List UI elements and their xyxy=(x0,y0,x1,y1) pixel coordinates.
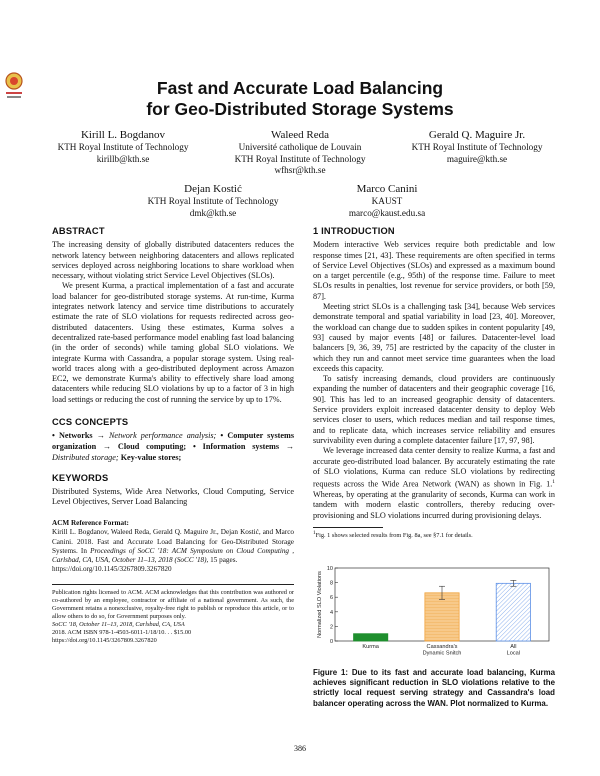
footnote-number: 1 xyxy=(313,530,316,537)
keywords-heading: KEYWORDS xyxy=(52,473,109,484)
author-name: Marco Canini xyxy=(356,183,418,195)
author-block-5 xyxy=(302,182,472,219)
abstract-heading: ABSTRACT xyxy=(52,226,105,236)
abstract-paragraph-1: The increasing density of globally distributed datacenters reduces the network latency between neighboring datacenters and allows replicated services deployed across neighboring locations to share workload when necessary, without violating strict Service Level Objectives (SLOs). xyxy=(52,240,294,281)
copyright-text: Publication rights licensed to ACM. ACM acknowledges that this contribution was authored or co-authored by an employee, contractor or affiliate of a national government. As such, the Government retains a nonexclusive, royalty-free right to publish or reproduce this article, or to allow others to do so, for Government purposes only. xyxy=(52,589,294,621)
author-email[interactable]: dmk@kth.se xyxy=(189,207,237,218)
y-tick-label: 10 xyxy=(326,566,333,572)
footnote-rule xyxy=(313,527,383,528)
category-label: Dynamic Snitch xyxy=(422,650,462,657)
author-block-2 xyxy=(215,128,385,177)
y-tick-label: 8 xyxy=(329,580,333,587)
author-email[interactable]: wfhsr@kth.se xyxy=(274,165,326,175)
author-email[interactable]: maguire@kth.se xyxy=(446,153,508,164)
acm-reference-text xyxy=(52,528,294,574)
y-axis-label: Normalized SLO Violations xyxy=(317,571,323,638)
author-name: Waleed Reda xyxy=(270,129,330,141)
acm-reference-doi-link[interactable]: https://doi.org/10.1145/3267809.3267820 xyxy=(52,565,172,574)
author-block-4 xyxy=(128,182,298,219)
author-name: Dejan Kostić xyxy=(184,183,242,195)
category-label: Cassandra's xyxy=(426,644,458,650)
page-number: 386 xyxy=(294,744,306,753)
author-affiliation: KTH Royal Institute of Technology xyxy=(411,142,543,152)
introduction-heading: 1 INTRODUCTION xyxy=(313,226,395,236)
y-tick-label: 4 xyxy=(329,609,333,616)
abstract-paragraph-2: We present Kurma, a practical implementation of a fast and accurate load balancer for geo-distributed storage systems. At run-time, Kurma integrates network latency and service time distributions to accurately estimate the rate of SLO violations for requests redirected across geo-distributed datacenters. Using these estimates, Kurma solves a decentralized rate-based performance model enabling fast load balancing (in the order of seconds) while taming global SLO violations. We integrate Kurma with Cassandra, a popular storage system. Using real-world traces along with a geo-distributed deployment across Amazon EC2, we demonstrate Kurma's ability to effectively share load among datacenters while reducing SLO violations by up to a factor of 3 in high load settings or reducing the cost of running the service by up to 17%. xyxy=(52,281,294,404)
intro-paragraph-1: Modern interactive Web services require both predictable and low response times [21, 43]. These requirements are often specified in terms of Service Level Objectives (SLOs) and expressed as a maximum bound on a target percentile (e.g., 95th) of the response time. Failure to meet SLOs results in penalties, lost revenue for service providers, or both [59, 87]. xyxy=(313,240,555,301)
ccs-heading: CCS CONCEPTS xyxy=(52,417,129,428)
acm-reference-proceedings: Proceedings of SoCC '18: ACM Symposium on Cloud Computing , Carlsbad, CA, USA, October 11–13, 2018 (SoCC '18), xyxy=(52,546,294,565)
acm-reference-heading: ACM Reference Format: xyxy=(52,519,129,528)
category-label: Kurma xyxy=(362,644,379,650)
figure-1-chart xyxy=(313,565,555,663)
ccs-key-value-stores: Key-value stores; xyxy=(120,453,182,463)
author-affiliation: Université catholique de Louvain xyxy=(238,142,362,152)
y-tick-label: 0 xyxy=(329,639,333,645)
ccs-bullet-networks: • Networks xyxy=(52,431,93,441)
author-affiliation: KAUST xyxy=(371,196,403,206)
copyright-conference: SoCC '18, October 11–13, 2018, Carlsbad, CA, USA xyxy=(52,621,185,629)
author-email[interactable]: marco@kaust.edu.sa xyxy=(348,207,426,218)
copyright-isbn: 2018. ACM ISBN 978-1-4503-6011-1/18/10. . . $15.00 xyxy=(52,628,192,636)
bar-0 xyxy=(354,634,388,641)
intro-paragraph-3: To satisfy increasing demands, cloud providers are continuously expanding the number of datacenters and their geographic coverage [16, 90]. This has led to an increased geographic density of datacenters. Service providers exploit increased datacenter density to deploy Web services closer to users, which reduces median and tail response times, and to replicate data, which increases service reliability and ensures survivability even during a complete datacenter failure [17, 97, 98]. xyxy=(313,374,555,445)
figure-1-caption: Figure 1: Due to its fast and accurate load balancing, Kurma achieves significant reduction in SLO violations relative to the strictly local request serving strategy and Cassandra's load balancer operating across the WAN. Plot normalized to Kurma. xyxy=(313,668,555,708)
right-column xyxy=(313,226,555,540)
ccs-cloud-computing: Cloud computing; xyxy=(117,442,187,452)
acm-reference-citation: Kirill L. Bogdanov, Waleed Reda, Gerald Q. Maguire Jr., Dejan Kostić, and Marco Canini. 2018. Fast and Accurate Load Balancing for Geo-Distributed Storage Systems. In xyxy=(52,528,294,555)
bar-2 xyxy=(496,583,530,641)
y-tick-label: 2 xyxy=(329,624,333,631)
author-block-1 xyxy=(38,128,208,165)
author-affiliation: KTH Royal Institute of Technology xyxy=(147,196,279,206)
keywords-text: Distributed Systems, Wide Area Networks, Cloud Computing, Service Level Objectives, Server Load Balancing xyxy=(52,486,294,506)
ccs-network-performance: Network performance analysis; xyxy=(108,431,217,441)
copyright-doi-link[interactable]: https://doi.org/10.1145/3267809.3267820 xyxy=(52,636,157,644)
footnote-text: Fig. 1 shows selected results from Fig. 8a, see §7.1 for details. xyxy=(315,532,473,540)
footnote-marker[interactable]: 1 xyxy=(552,479,555,486)
ccs-bullet-information-systems: • Information systems xyxy=(192,442,280,452)
intro-paragraph-4-rest: Whereas, by operating at the granularity of seconds, Kurma can work in tandem with modern elastic controllers, thereby reducing over-provisioning and SLO violations incurred during provisioning delays. xyxy=(313,490,555,520)
acm-reference-pages: 15 pages. xyxy=(208,556,238,565)
author-name: Gerald Q. Maguire Jr. xyxy=(428,129,526,141)
author-affiliation: KTH Royal Institute of Technology xyxy=(57,142,189,152)
author-block-3 xyxy=(392,128,562,165)
title-line-2: for Geo-Distributed Storage Systems xyxy=(146,99,454,119)
y-tick-label: 6 xyxy=(329,595,333,602)
footnote xyxy=(313,530,555,540)
paper-title xyxy=(0,78,600,120)
ccs-distributed-storage: Distributed storage; xyxy=(52,453,119,463)
author-affiliation-2: KTH Royal Institute of Technology xyxy=(234,153,366,164)
copyright-rule xyxy=(52,584,294,585)
intro-paragraph-2: Meeting strict SLOs is a challenging task [34], because Web services demonstrate temporal and spatial variability in load [23, 40]. Moreover, the workload can change due to sudden spikes in content popularity [49, 93] caused by major events [48] or failures. Datacenter-level load balancers [9, 36, 39, 75] are restricted by the capacity of the cluster in which they run and cannot meet service time guarantees when the load exceeds this capacity. xyxy=(313,302,555,373)
author-name: Kirill L. Bogdanov xyxy=(80,129,166,141)
category-label: Local xyxy=(506,650,521,657)
author-email[interactable]: kirillb@kth.se xyxy=(96,153,150,164)
acm-reference xyxy=(52,519,294,574)
bar-1 xyxy=(425,593,459,641)
title-line-1: Fast and Accurate Load Balancing xyxy=(156,78,444,98)
category-label: All xyxy=(510,644,517,650)
intro-paragraph-4 xyxy=(313,446,555,521)
left-column xyxy=(52,226,294,645)
ccs-bullet-computer-systems: • Computer systems organization xyxy=(52,431,295,452)
copyright-block xyxy=(52,589,294,644)
ccs-concepts: • Networks → Network performance analysis; • Computer systems organization → Cloud computing; • Information systems → Distributed storage; Key-value stores; xyxy=(52,431,295,463)
intro-paragraph-4-text: We leverage increased data center density to realize Kurma, a fast and accurate geo-distributed load balancer. By accurately estimating the rate of SLO violations, Kurma can reduce SLO violations by redirecting requests across the Wide Area Network (WAN) as shown in Fig. 1. xyxy=(313,446,555,489)
